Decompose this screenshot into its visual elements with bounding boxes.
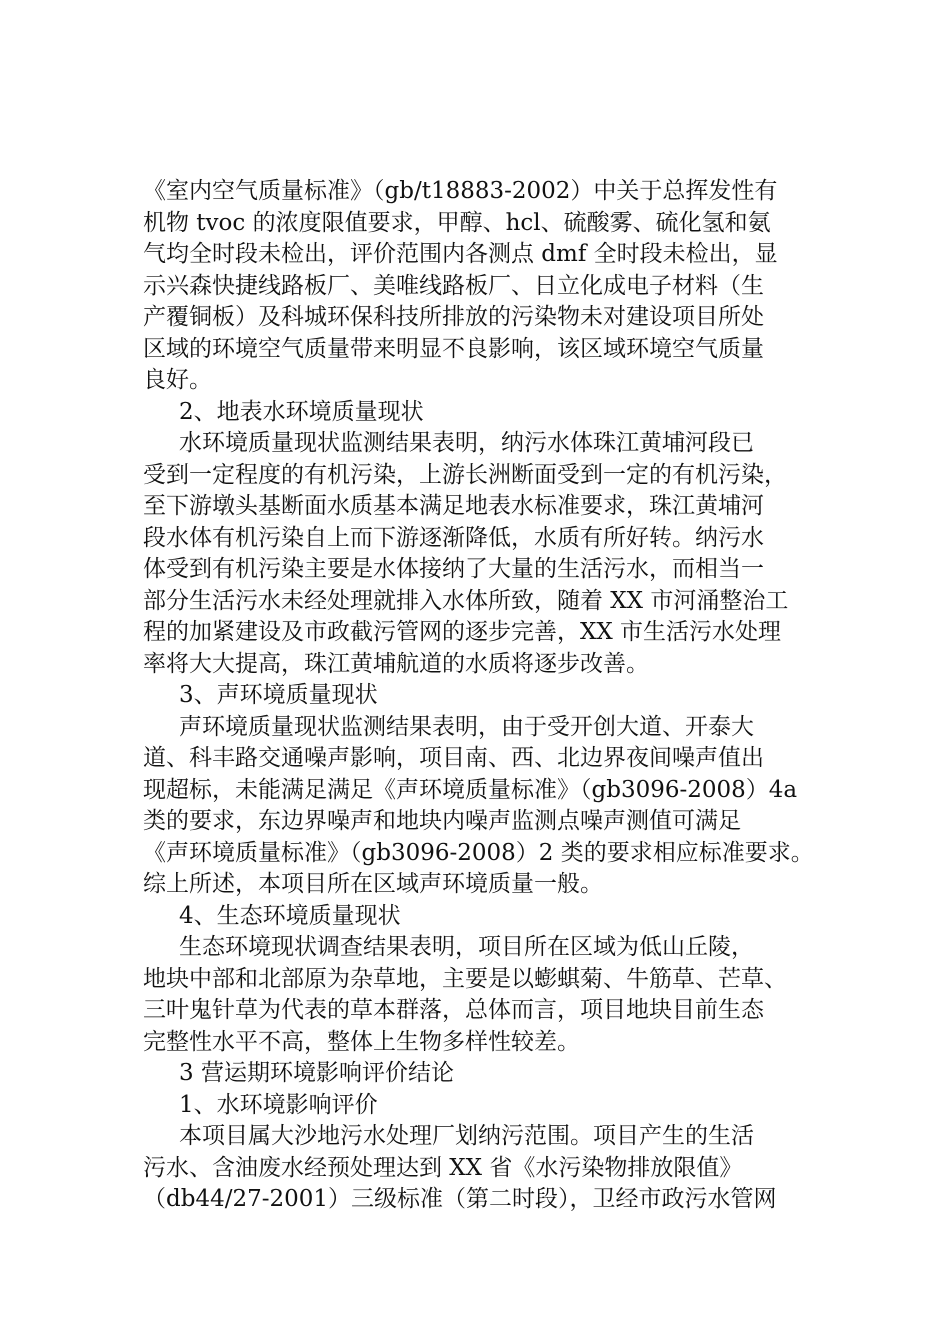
text-line: 污水、含油废水经预处理达到 XX 省《水污染物排放限值》 (143, 1154, 743, 1181)
text-line: 率将大大提高，珠江黄埔航道的水质将逐步改善。 (143, 650, 649, 677)
text-line: 气均全时段未检出，评价范围内各测点 dmf 全时段未检出，显 (143, 241, 778, 267)
section-heading: 3 营运期环境影响评价结论 (179, 1060, 454, 1086)
text-line: 类的要求，东边界噪声和地块内噪声监测点噪声测值可满足 (143, 808, 741, 834)
text-line: 段水体有机污染自上而下游逐渐降低，水质有所好转。纳污水 (143, 524, 764, 551)
document-body (143, 176, 833, 1216)
text-line: 三叶鬼针草为代表的草本群落，总体而言，项目地块目前生态 (143, 997, 764, 1023)
text-line: 水环境质量现状监测结果表明，纳污水体珠江黄埔河段已 (179, 430, 754, 456)
text-line: 地块中部和北部原为杂草地，主要是以蟛蜞菊、牛筋草、芒草、 (143, 965, 787, 992)
text-line: 现超标，未能满足满足《声环境质量标准》（gb3096-2008）4a (143, 776, 798, 803)
text-line: 声环境质量现状监测结果表明，由于受开创大道、开泰大 (179, 713, 754, 740)
text-line: 区域的环境空气质量带来明显不良影响，该区域环境空气质量 (143, 335, 764, 362)
section-heading: 1、水环境影响评价 (179, 1091, 378, 1118)
text-line: 机物 tvoc 的浓度限值要求，甲醇、hcl、硫酸雾、硫化氢和氨 (143, 209, 771, 236)
text-line: 部分生活污水未经处理就排入水体所致，随着 XX 市河涌整治工 (143, 587, 789, 614)
text-line: 完整性水平不高，整体上生物多样性较差。 (143, 1028, 580, 1055)
text-line: 体受到有机污染主要是水体接纳了大量的生活污水，而相当一 (143, 556, 764, 582)
text-line: 道、科丰路交通噪声影响，项目南、西、北边界夜间噪声值出 (143, 745, 764, 771)
text-line: 《室内空气质量标准》（gb/t18883-2002）中关于总挥发性有 (143, 178, 778, 204)
section-heading: 2、地表水环境质量现状 (179, 398, 424, 425)
text-line: 示兴森快捷线路板厂、美唯线路板厂、日立化成电子材料（生 (143, 272, 764, 299)
text-line: 受到一定程度的有机污染，上游长洲断面受到一定的有机污染， (143, 461, 787, 488)
text-line: 至下游墩头基断面水质基本满足地表水标准要求，珠江黄埔河 (143, 493, 764, 519)
text-line: 生态环境现状调查结果表明，项目所在区域为低山丘陵， (179, 934, 754, 960)
text-line: 综上所述，本项目所在区域声环境质量一般。 (143, 871, 603, 897)
text-line: 程的加紧建设及市政截污管网的逐步完善，XX 市生活污水处理 (143, 619, 782, 645)
section-heading: 4、生态环境质量现状 (179, 902, 401, 929)
text-line: 产覆铜板）及科城环保科技所排放的污染物未对建设项目所处 (143, 304, 764, 330)
text-line: 良好。 (143, 367, 212, 393)
text-line: 本项目属大沙地污水处理厂划纳污范围。项目产生的生活 (179, 1123, 754, 1149)
text-line: （db44/27-2001）三级标准（第二时段），卫经市政污水管网 (143, 1186, 777, 1212)
text-line: 《声环境质量标准》（gb3096-2008）2 类的要求相应标准要求。 (143, 839, 814, 866)
section-heading: 3、声环境质量现状 (179, 682, 378, 708)
